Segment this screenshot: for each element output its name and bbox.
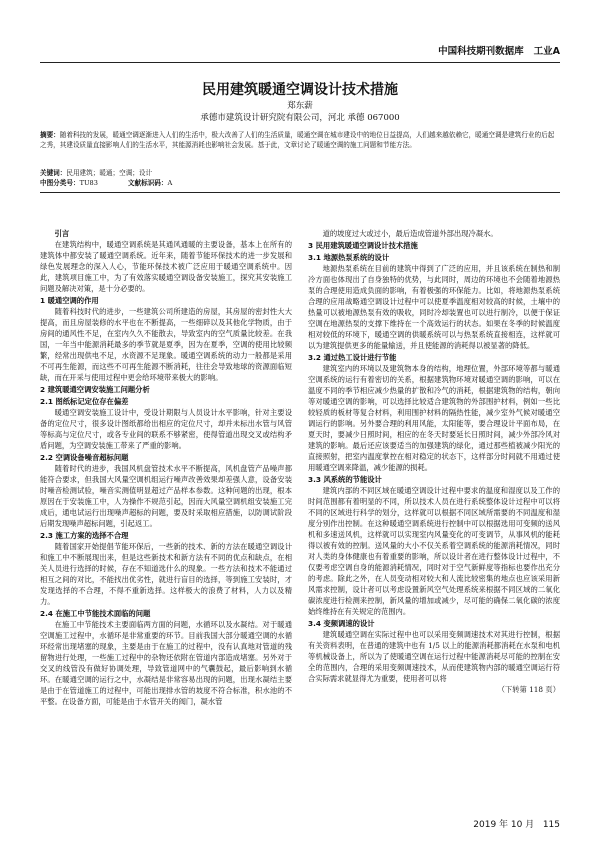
body-paragraph: 建筑内部的不同区域在暖通空调设计过程中要求的温度和湿度以及工作的时间范围都有着明显的不同，所以技术人员在进行系统整体设计过程中可以将不同的区域进行科学的划分，这样就可以根据不同区域所需要的不同温度和湿度分别作出控制。在这种暖通空调系统进行控制中可以根据选用可变频的送风机和多速送风机，这样就可以实现室内风量变化的可变调节，从事风机的能耗得以被有效的控制。送风量的大小不仅关系着空调系统的能源消耗情况，同时对人类的身体健康也有着重要的影响，所以设计者在进行整体设计过程中，不仅要考虑空调自身的能源消耗情况，同时对于空气新鲜度等指标也要作出充分的考虑。除此之外，在人员变动相对较大和人流比较密集的地点也应该采用新风需求控制，设计者可以考虑设置新风空气处理系统来根据不同区域的二氧化碳浓度进行检测来控制，新风量的增加或减少，尽可能的确保二氧化碳的浓度始终维持在有关规定的范围内。 xyxy=(308,486,560,616)
section-heading: 3.2 通过热工设计进行节能 xyxy=(308,353,397,362)
doc-code-label: 文献标识码： xyxy=(127,179,168,187)
body-paragraph: 建筑室内的环境以及建筑物本身的结构，地理位置，外部环境等都与暖通空调系统的运行有着密切的关系，根据建筑物环境对暖通空调的影响，可以在温度不同的季节相应减少热量的扩散和冷气的消耗，根据建筑物的结构，朝向等对暖通空调的影响，可以选择比较适合建筑物的外部围护材料，例如一些比较轻质的板材等复合材料，利用围护材料的隔热性能，减少室外气候对暖通空调运行的影响。另外要合理的利用风能，太阳能等，要合理设计平面布局，在夏天时，要减少日照时间，相应的在冬天时要延长日照时间，减少外部冷风对建筑的影响。最后还应该要适当的加强建筑的绿化，通过那些植被减少阳光的直接照射，把室内温度掌控在相对稳定的状态下，这样部分时间就不用通过使用暖通空调来降温，减少能源的损耗。 xyxy=(308,364,560,472)
affiliation: 承德市建筑设计研究院有限公司，河北 承德 067000 xyxy=(200,113,400,123)
body-paragraph: 随着科技时代的进步，一些建筑公司所建造的房屋，其房屋的密封性大大提高，而且房屋装修的水平也在不断提高，一些细碎以及其他化学物质，由于房间的通风性不足，在室内久久不能散去，导致室内的空气质量比较差。在我国，一年当中能源消耗最多的季节就是夏季，因为在夏季，空调的使用比较频繁，经常出现供电不足，水资源不足现象。暖通空调系统的动力一般都是采用不可再生能源，而这些不可再生能源不断消耗，往往会导致地球的资源面临短缺，而在开采与使用过程中更会给环境带来极大的影响。 xyxy=(40,307,292,382)
section-heading: 3.3 风系统的节能设计 xyxy=(308,475,382,484)
abstract-text: 随着科技的发展，暖通空调逐渐进入人们的生活中，极大改善了人们的生活质量，暖通空调在城市建设中的地位日益提高，人们越来越依赖它，暖通空调是建筑行业的后起之秀，其建设质量直接影响人们的生活水平，其能源消耗也影响社会发展。基于此，文章讨论了暖通空调的施工问题和节能方法。 xyxy=(40,131,555,149)
body-paragraph: 随着国家开始提倡节能环保后，一些新的技术、新的方法在暖通空调设计和施工中不断展现出来，但是这些新技术和新方法有不同的优点和缺点，在相关人员进行选择的时候，存在不知道选什么的现象。一些方法和技术不能通过相互之间的对比，不能找出优劣性，就进行盲目的选择，等到施工安装时，才发现选择的不合理，不得不重新选择。这样极大的浪费了材料，人力以及精力。 xyxy=(40,542,292,606)
body-paragraph: 地源热泵系统在目前的建筑中得到了广泛的应用，并且该系统在制热和制冷方面也体现出了自身独特的优势，与此同时，周边的环境也不会随着地源热泵的合理使用造成负面的影响，有着极强的环保能力。比如，将地源热泵系统合理的应用战略通空调设计过程中可以使夏季温度相对较高的时候，土壤中的热量可以被地源热泵有效的吸收，同时冷却装置也可以进行制冷，以便于保证空调在地源热泵的支撑下维持在一个高效运行的状态。如果在冬季的时候温度相对较低的环境下，暖通空调的供暖系统可以与热泵系统直接相连，这样就可以为建筑提供更多的能量输送，并且使能源的消耗得以被显著的降低。 xyxy=(308,264,560,350)
issue-date: 2019 年 10 月 xyxy=(473,820,535,830)
body-paragraph: 暖通空调安装施工设计中，受设计期限与人员设计水平影响，针对主要设备的定位尺寸，很多设计图纸都给出相应的定位尺寸，却并未标出水管与风管等标高与定位尺寸，或各专业间的联系不够紧密，使得管道出现交叉或结构矛盾问题，为空调安装施工带来了严重的影响。 xyxy=(40,408,292,450)
section-heading: 3 民用建筑暖通空调设计技术措施 xyxy=(308,241,418,250)
body-paragraph: 道的坡度过大或过小，最后造成管道外部出现冷凝水。 xyxy=(322,229,498,238)
section-heading: 3.1 地源热泵系统的设计 xyxy=(308,253,390,262)
page-footer xyxy=(473,817,560,830)
section-heading: 2 建筑暖通空调安装施工问题分析 xyxy=(40,385,150,394)
keywords-label: 关键词： xyxy=(40,169,67,177)
section-heading: 3.4 变频调速的设计 xyxy=(308,619,375,628)
doc-code-value: A xyxy=(167,179,173,187)
section-heading: 2.1 图纸标记定位存在偏差 xyxy=(40,397,129,406)
clc-value: TU83 xyxy=(79,179,98,187)
journal-section: 工业A xyxy=(533,46,560,57)
abstract-label: 摘要： xyxy=(40,131,60,139)
body-paragraph: 随着时代的进步，我国风机盘管技术水平不断提高，风机盘管产品噪声都能符合要求，但我国大风量空调机组运行噪声改善效果却差强人意，设备安装时噪音检测试验，噪音实测值明显超过产品样本参数。这种问题的出现，根本原因在于安装施工中，人为操作不规范引起，因而大风量空调机组安装施工完成后，通电试运行出现噪声超标的问题，要及时采取相应措施，以防调试阶段后期发现噪声超标问题，引起返工。 xyxy=(40,464,292,528)
running-header xyxy=(40,44,560,60)
classification xyxy=(40,179,560,188)
author: 郑东薪 xyxy=(287,101,313,111)
clc-label: 中图分类号： xyxy=(40,179,80,187)
section-heading: 2.4 在施工中节能技术面临的问题 xyxy=(40,609,151,618)
right-column xyxy=(308,228,560,695)
header-rule xyxy=(40,62,560,63)
body-paragraph: 在建筑结构中，暖通空调系统是其通风通暖的主要设备，基本上在所有的建筑体中都安装了暖通空调系统。近年来，随着节能环保技术的进一步发展和绿色发展理念的深入人心，节能环保技术被广泛应用于暖通空调系统中。因此，建筑项目施工中，为了有效落实暖通空调设备安装施工，探究其安装施工问题及解决对策，是十分必要的。 xyxy=(40,240,292,293)
continued-note: （下转第 118 页） xyxy=(497,685,560,694)
abstract-rule xyxy=(40,192,560,193)
journal-name: 中国科技期刊数据库 xyxy=(438,46,524,57)
body-paragraph: 建筑暖通空调在实际过程中也可以采用变频调速技术对其进行控制，根据有关资料表明，在普通的建筑中也有 1/5 以上的能源消耗都消耗在水泵和电机等机械设备上，所以为了使暖通空调在运行过程中能源消耗尽可能的控制在安全的范围内，合理的采用变频调速技术，从而使建筑物内部的暖通空调运行符合实际需求就显得尤为重要，使用者可以将 xyxy=(308,630,560,683)
keywords-text: 民用建筑；暖通；空调；设计 xyxy=(66,169,153,177)
keywords xyxy=(40,169,560,178)
abstract xyxy=(40,131,560,150)
page-number: 115 xyxy=(542,820,560,830)
body-paragraph: 在施工中节能技术主要面临两方面的问题，水循环以及水凝结。对于暖通空调施工过程中，水循环是非常重要的环节。目前我国大部分暖通空调的水循环经常出现堵塞的现象，主要是由于在施工的过程中，没有认真地对管道的残留物进行处理，一些施工过程中的杂物还依附在管道内部造成堵塞。另外对于交叉的线管没有做好协调处理，导致管道网中的气囊鼓起，最后影响到水循环。在暖通空调的运行之中，水凝结是非常容易出现的问题，出现水凝结主要是由于在管道施工的过程中，可能出现排水管的坡度不符合标准，积水池的不平整。在设备方面，可能是由于水管开关的阀门，凝水管 xyxy=(40,620,292,706)
section-heading: 1 暖通空调的作用 xyxy=(40,296,99,305)
left-column xyxy=(40,228,292,707)
section-heading: 2.3 施工方案的选择不合理 xyxy=(40,531,129,540)
section-heading: 引言 xyxy=(54,229,70,238)
paper-title: 民用建筑暖通空调设计技术措施 xyxy=(202,82,398,98)
section-heading: 2.2 空调设备噪音超标问题 xyxy=(40,453,129,462)
